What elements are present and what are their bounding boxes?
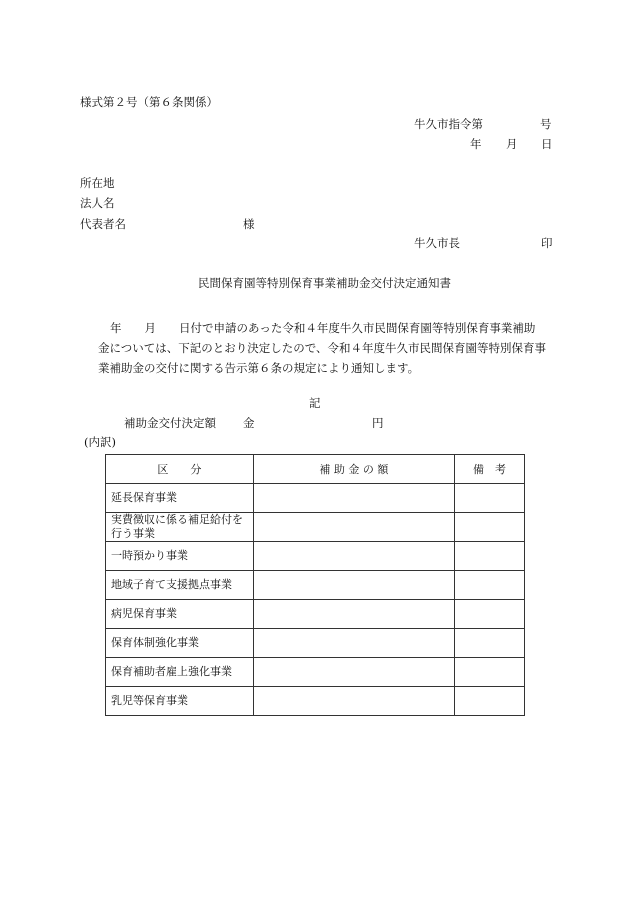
date-month: 月	[506, 137, 518, 151]
row-category: 保育体制強化事業	[106, 629, 254, 658]
table-row	[106, 542, 525, 571]
table-row	[106, 658, 525, 687]
table-row	[106, 687, 525, 716]
row-category: 乳児等保育事業	[106, 687, 254, 716]
row-category: 一時預かり事業	[106, 542, 254, 571]
row-note	[455, 629, 525, 658]
reference-suffix: 号	[540, 117, 552, 131]
header-category: 区 分	[106, 455, 254, 484]
row-category: 延長保育事業	[106, 484, 254, 513]
row-note	[455, 513, 525, 542]
row-amount	[253, 513, 454, 542]
body-paragraph	[98, 318, 558, 378]
table-row	[106, 600, 525, 629]
row-amount	[253, 629, 454, 658]
amount-kin: 金	[243, 416, 255, 430]
row-amount	[253, 687, 454, 716]
row-amount	[253, 600, 454, 629]
form-number: 様式第２号（第６条関係）	[80, 95, 218, 109]
table-header-row	[106, 455, 525, 484]
table-row	[106, 571, 525, 600]
reference-prefix: 牛久市指令第	[414, 117, 483, 131]
recipient-corp-label: 法人名	[80, 196, 115, 210]
body-line-1: 年 月 日付で申請のあった令和４年度牛久市民間保育園等特別保育事業補助	[110, 321, 536, 335]
row-amount	[253, 658, 454, 687]
breakdown-table	[105, 454, 525, 716]
amount-label: 補助金交付決定額	[124, 416, 216, 430]
body-line-2: 金については、下記のとおり決定したので、令和４年度牛久市民間保育園等特別保育事	[98, 341, 547, 355]
table-row	[106, 484, 525, 513]
header-amount: 補 助 金 の 額	[253, 455, 454, 484]
row-amount	[253, 571, 454, 600]
recipient-honorific: 様	[243, 217, 255, 231]
issuer-seal: 印	[541, 236, 553, 250]
row-note	[455, 600, 525, 629]
amount-yen: 円	[372, 416, 384, 430]
row-note	[455, 687, 525, 716]
row-category: 保育補助者雇上強化事業	[106, 658, 254, 687]
table-row	[106, 629, 525, 658]
recipient-address-label: 所在地	[80, 176, 115, 190]
issuer-name: 牛久市長	[414, 236, 460, 250]
date-year: 年	[470, 137, 482, 151]
row-note	[455, 484, 525, 513]
row-amount	[253, 542, 454, 571]
row-category: 病児保育事業	[106, 600, 254, 629]
breakdown-label: (内訳)	[84, 435, 116, 449]
body-line-3: 業補助金の交付に関する告示第６条の規定により通知します。	[98, 361, 420, 375]
row-amount	[253, 484, 454, 513]
row-note	[455, 658, 525, 687]
ki-heading: 記	[309, 396, 321, 410]
row-category: 実費徴収に係る補足給付を行う事業	[106, 513, 254, 542]
recipient-rep-label: 代表者名	[80, 217, 126, 231]
date-day: 日	[541, 137, 553, 151]
row-note	[455, 542, 525, 571]
row-note	[455, 571, 525, 600]
table-row	[106, 513, 525, 542]
document-title: 民間保育園等特別保育事業補助金交付決定通知書	[198, 276, 451, 290]
header-note: 備 考	[455, 455, 525, 484]
row-category: 地域子育て支援拠点事業	[106, 571, 254, 600]
